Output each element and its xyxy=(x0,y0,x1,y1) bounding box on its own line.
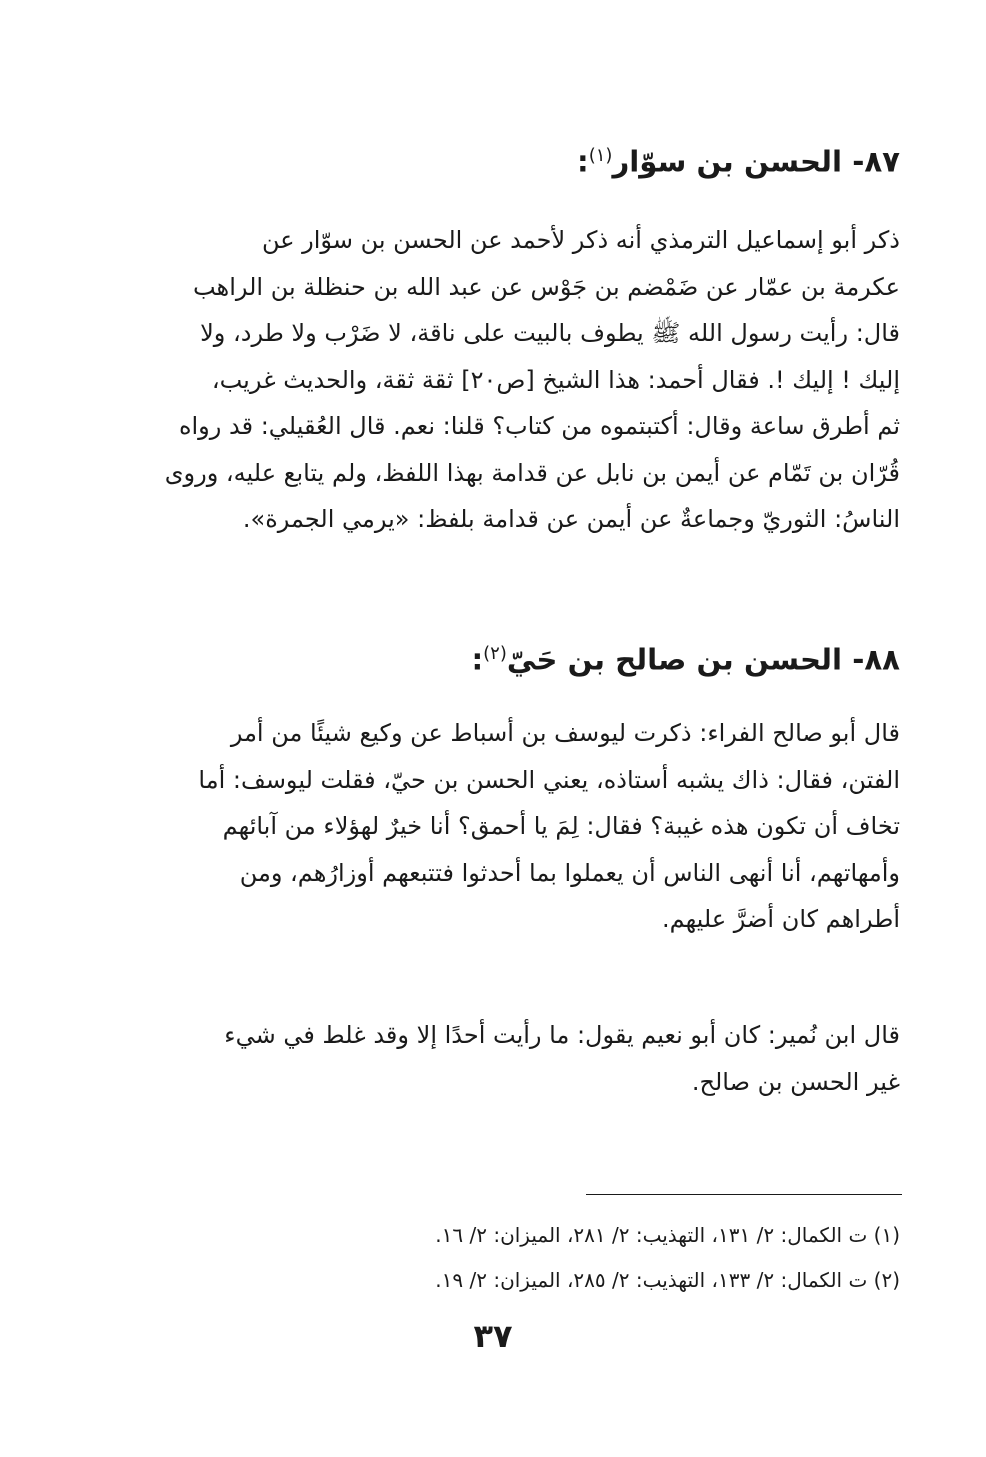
entry-87-paragraph-1 xyxy=(85,217,900,543)
text-line: تخاف أن تكون هذه غيبة؟ فقال: لِمَ يا أحمق؟ أنا خيرٌ لهؤلاء من آبائهم xyxy=(222,812,900,840)
entry-heading-text: ٨٧- الحسن بن سوّار xyxy=(612,144,900,179)
heading-colon: : xyxy=(471,642,484,677)
heading-colon: : xyxy=(577,144,589,179)
entry-heading-87 xyxy=(80,136,900,182)
footnote-2: (٢) ت الكمال: ٢/ ١٣٣، التهذيب: ٢/ ٢٨٥، الميزان: ٢/ ١٩. xyxy=(435,1268,900,1292)
text-line: قال أبو صالح الفراء: ذكرت ليوسف بن أسباط عن وكيع شيئًا من أمر xyxy=(230,719,900,747)
footnote-1: (١) ت الكمال: ٢/ ١٣١، التهذيب: ٢/ ٢٨١، الميزان: ٢/ ١٦. xyxy=(435,1223,900,1247)
text-line: قال ابن نُمير: كان أبو نعيم يقول: ما رأيت أحدًا إلا وقد غلط في شيء xyxy=(224,1021,900,1049)
text-line: ذكر أبو إسماعيل الترمذي أنه ذكر لأحمد عن الحسن بن سوّار عن xyxy=(261,226,900,254)
entry-heading-88 xyxy=(80,634,900,680)
text-line: وأمهاتهم، أنا أنهى الناس أن يعملوا بما أحدثوا فتتبعهم أوزارُهم، ومن xyxy=(239,858,900,887)
footnote-ref: (١) xyxy=(588,145,613,166)
text-line: غير الحسن بن صالح. xyxy=(691,1067,900,1096)
text-line: قال: رأيت رسول الله ﷺ يطوف بالبيت على ناقة، لا ضَرْب ولا طرد، ولا xyxy=(200,319,900,347)
text-line: أطراهم كان أضرَّ عليهم. xyxy=(661,905,900,933)
entry-88-paragraph-2 xyxy=(85,1012,900,1105)
text-line: عكرمة بن عمّار عن ضَمْضم بن جَوْس عن عبد الله بن حنظلة بن الراهب xyxy=(192,272,900,301)
footnote-separator xyxy=(586,1194,902,1195)
text-line: الناسُ: الثوريّ وجماعةٌ عن أيمن عن قدامة بلفظ: «يرمي الجمرة». xyxy=(242,505,900,533)
footnote-ref: (٢) xyxy=(483,643,507,664)
text-line: الفتن، فقال: ذاك يشبه أستاذه، يعني الحسن بن حيّ، فقلت ليوسف: أما xyxy=(198,765,900,794)
entry-heading-text: ٨٨- الحسن بن صالح بن حَيّ xyxy=(506,642,900,677)
page-number: ٣٧ xyxy=(473,1317,513,1355)
text-line: قُرّان بن تَمّام عن أيمن بن نابل عن قدامة بهذا اللفظ، ولم يتابع عليه، وروى xyxy=(164,458,900,487)
text-line: إليك ! إليك !. فقال أحمد: هذا الشيخ [ص٢٠] ثقة ثقة، والحديث غريب، xyxy=(211,365,900,394)
text-line: ثم أطرق ساعة وقال: أكتبتموه من كتاب؟ قلنا: نعم. قال العُقيلي: قد رواه xyxy=(178,412,900,440)
entry-88-paragraph-1 xyxy=(85,710,900,943)
